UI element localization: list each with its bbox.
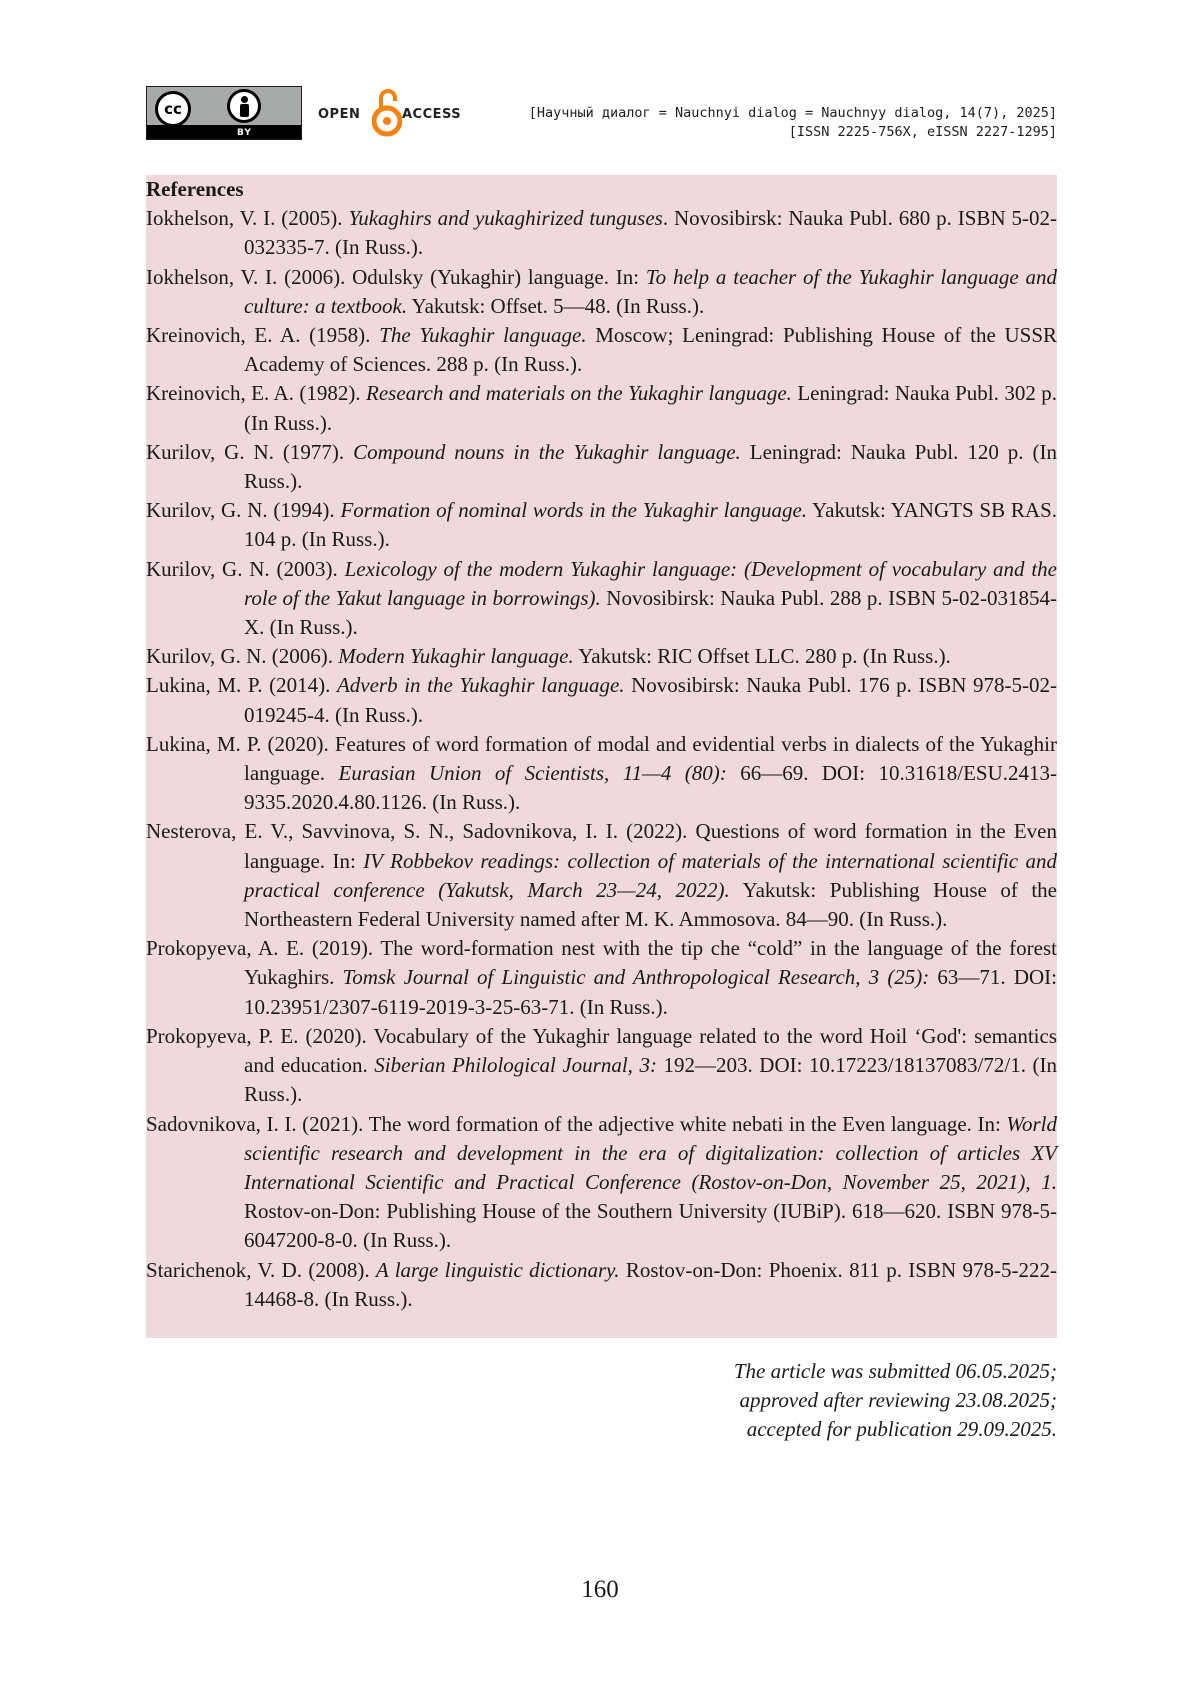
reference-text: 192—203. DOI: 10.17223/18137083/72/1. (In Russ.). bbox=[244, 1053, 1057, 1107]
reference-text: Novosibirsk: Nauka Publ. 288 p. ISBN 5-02-031854-X. (In Russ.). bbox=[244, 585, 1057, 640]
reference-title-italic: To help a teacher of the Yukaghir language and culture: a textbook. bbox=[244, 264, 1057, 318]
reference-title-italic: World scientific research and development in the era of digitalization: collection of articles XV International Scientific and Practical Conference (Rostov-on-Don, November 25, 2021), 1. bbox=[244, 1111, 1057, 1194]
reference-text: Yakutsk: YANGTS SB RAS. 104 p. (In Russ.). bbox=[244, 498, 1058, 552]
license-strip bbox=[147, 125, 301, 139]
reference-text: Yakutsk: Publishing House of the Northeastern Federal University named after M. K. Ammosova. 84—90. (In Russ.). bbox=[244, 877, 1057, 932]
reference-text: Novosibirsk: Nauka Publ. 176 p. ISBN 978-5-02-019245-4. (In Russ.). bbox=[244, 673, 1057, 727]
reference-entry bbox=[146, 438, 1057, 496]
journal-line: [Научный диалог = Nauchnyi dialog = Nauchnyy dialog, 14(7), 2025] bbox=[528, 105, 1057, 121]
open-access-label-left: OPEN bbox=[318, 107, 361, 122]
open-access-lock-icon bbox=[372, 86, 402, 140]
reference-text: Lukina, M. P. (2020). Features of word formation of modal and evidential verbs in dialects of the Yukaghir language. bbox=[146, 731, 1057, 786]
creative-commons-icon: cc bbox=[155, 91, 191, 127]
page-header bbox=[146, 86, 1057, 142]
reference-title-italic: Formation of nominal words in the Yukaghir language. bbox=[340, 498, 808, 523]
page-number: 160 bbox=[581, 1576, 619, 1603]
reference-title-italic: Yukaghirs and yukaghirized tunguses bbox=[348, 206, 663, 231]
reference-text: Lukina, M. P. (2014). bbox=[146, 673, 337, 698]
issn-line: [ISSN 2225-756X, eISSN 2227-1295] bbox=[788, 124, 1057, 140]
reference-entry bbox=[146, 817, 1057, 934]
reference-text: Starichenok, V. D. (2008). bbox=[146, 1257, 376, 1282]
reference-entry bbox=[146, 1110, 1057, 1256]
reference-text: Yakutsk: Offset. 5—48. (In Russ.). bbox=[407, 293, 705, 318]
reference-text: . Novosibirsk: Nauka Publ. 680 p. ISBN 5-02-032335-7. (In Russ.). bbox=[244, 206, 1057, 260]
reference-entry bbox=[146, 1256, 1057, 1314]
accepted-date-line: accepted for publication 29.09.2025. bbox=[746, 1417, 1057, 1442]
reference-text: Rostov-on-Don: Phoenix. 811 p. ISBN 978-5-222-14468-8. (In Russ.). bbox=[244, 1257, 1057, 1311]
reference-title-italic: Eurasian Union of Scientists, 11—4 (80): bbox=[338, 761, 727, 786]
license-type-label: BY bbox=[237, 128, 252, 138]
reference-text: Leningrad: Nauka Publ. 120 p. (In Russ.). bbox=[244, 439, 1057, 494]
reference-text: Moscow; Leningrad: Publishing House of the USSR Academy of Sciences. 288 p. (In Russ.). bbox=[244, 323, 1058, 377]
references-heading: References bbox=[146, 177, 244, 201]
reference-text: Iokhelson, V. I. (2005). bbox=[146, 206, 349, 231]
reference-text: Kurilov, G. N. (1994). bbox=[146, 498, 341, 523]
journal-citation bbox=[529, 104, 1057, 142]
reference-title-italic: Lexicology of the modern Yukaghir language: (Development of vocabulary and the role of the Yakut language in borrowings). bbox=[244, 556, 1057, 610]
reference-text: Prokopyeva, A. E. (2019). The word-formation nest with the tip che “cold” in the language of the forest Yukaghirs. bbox=[146, 936, 1057, 990]
reference-entry bbox=[146, 1022, 1057, 1110]
reference-text: Kurilov, G. N. (1977). bbox=[146, 439, 354, 464]
reference-title-italic: Siberian Philological Journal, 3: bbox=[374, 1053, 657, 1078]
reference-text: Kreinovich, E. A. (1958). bbox=[146, 323, 380, 348]
reference-entry bbox=[146, 642, 1057, 671]
reference-entry bbox=[146, 934, 1057, 1022]
reference-title-italic: Modern Yukaghir language. bbox=[338, 644, 574, 669]
open-access-label-right: ACCESS bbox=[402, 107, 462, 122]
reference-title-italic: Research and materials on the Yukaghir language. bbox=[366, 381, 792, 406]
reference-entry bbox=[146, 379, 1057, 437]
reference-text: Kurilov, G. N. (2003). bbox=[146, 556, 345, 581]
reference-text: Kurilov, G. N. (2006). bbox=[146, 644, 339, 669]
reference-entry bbox=[146, 321, 1057, 379]
references-section bbox=[146, 175, 1057, 1338]
reference-title-italic: IV Robbekov readings: collection of materials of the international scientific and practical conference (Yakutsk, March 23—24, 2022). bbox=[244, 848, 1057, 902]
reference-title-italic: Tomsk Journal of Linguistic and Anthropological Research, 3 (25): bbox=[342, 965, 930, 990]
reference-text: Rostov-on-Don: Publishing House of the Southern University (IUBiP). 618—620. ISBN 978-5-6047200-8-0. (In Russ.). bbox=[244, 1199, 1057, 1253]
open-access-logo bbox=[318, 86, 468, 142]
reference-entry bbox=[146, 263, 1057, 321]
reference-entry bbox=[146, 671, 1057, 729]
reference-text: Leningrad: Nauka Publ. 302 p. (In Russ.). bbox=[244, 381, 1057, 435]
references-list bbox=[146, 204, 1057, 1314]
reference-entry bbox=[146, 555, 1057, 643]
submitted-date-line: The article was submitted 06.05.2025; bbox=[733, 1359, 1057, 1383]
reference-text: 63—71. DOI: 10.23951/2307-6119-2019-3-25-63-71. (In Russ.). bbox=[244, 965, 1057, 1019]
reference-text: Sadovnikova, I. I. (2021). The word formation of the adjective white nebati in the Even language. In: bbox=[146, 1111, 1007, 1136]
reference-title-italic: A large linguistic dictionary. bbox=[375, 1257, 620, 1282]
reference-entry bbox=[146, 496, 1057, 554]
reference-title-italic: Adverb in the Yukaghir language. bbox=[336, 673, 625, 698]
reference-title-italic: Compound nouns in the Yukaghir language. bbox=[353, 439, 741, 464]
reference-title-italic: The Yukaghir language. bbox=[379, 323, 587, 348]
reference-text: Yakutsk: RIC Offset LLC. 280 p. (In Russ.). bbox=[573, 644, 951, 669]
reference-entry bbox=[146, 730, 1057, 818]
cc-by-license-badge[interactable] bbox=[146, 86, 302, 140]
approved-date-line: approved after reviewing 23.08.2025; bbox=[739, 1388, 1057, 1413]
reference-text: Nesterova, E. V., Savvinova, S. N., Sadovnikova, I. I. (2022). Questions of word formation in the Even language. In: bbox=[146, 819, 1057, 873]
reference-text: 66—69. DOI: 10.31618/ESU.2413-9335.2020.4.80.1126. (In Russ.). bbox=[244, 761, 1057, 815]
attribution-person-icon bbox=[227, 89, 261, 123]
reference-text: Kreinovich, E. A. (1982). bbox=[146, 381, 366, 406]
reference-entry bbox=[146, 204, 1057, 262]
reference-text: Prokopyeva, P. E. (2020). Vocabulary of the Yukaghir language related to the word Hoil ‘God': semantics and education. bbox=[146, 1023, 1057, 1078]
submission-dates bbox=[734, 1357, 1057, 1445]
reference-text: Iokhelson, V. I. (2006). Odulsky (Yukaghir) language. In: bbox=[146, 264, 646, 289]
